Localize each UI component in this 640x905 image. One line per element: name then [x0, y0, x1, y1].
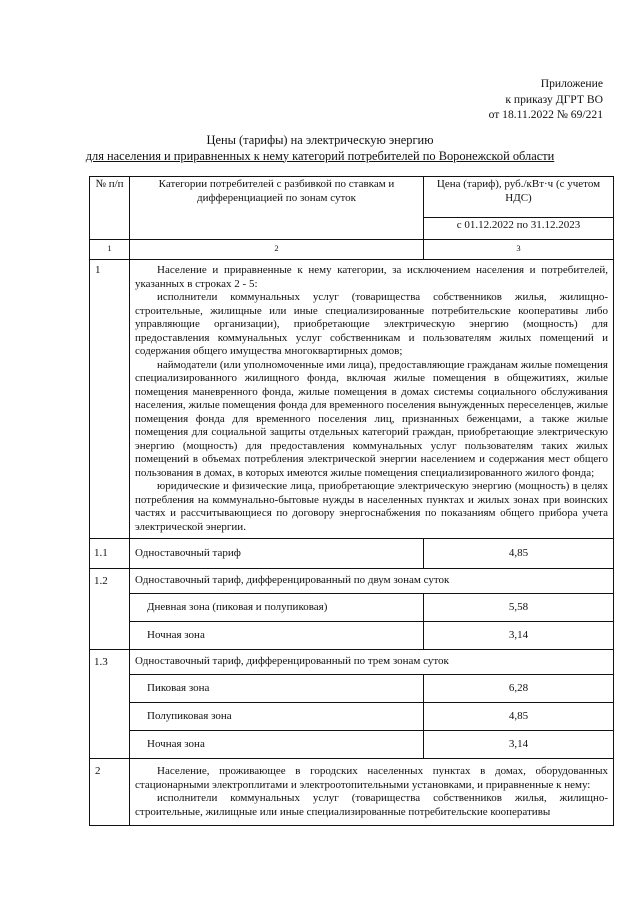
colnum-1: 1 [90, 240, 130, 260]
row2-para-2: исполнители коммунальных услуг (товарищества собственников жилья, жилищно-строительные, жилищные или иные специализированные потребительские кооперативы [135, 792, 608, 818]
row13-night-value: 3,14 [424, 731, 614, 759]
column-number-row [90, 240, 614, 260]
title-line-2: для населения и приравненных к нему категорий потребителей по Воронежской области [85, 148, 555, 163]
row13-peak-label: Пиковая зона [130, 675, 424, 703]
table-row-1-3 [90, 650, 614, 675]
row13-night-label: Ночная зона [130, 731, 424, 759]
row12-label: Одноставочный тариф, дифференцированный по двум зонам суток [130, 569, 614, 594]
header-num: № п/п [90, 177, 130, 240]
row1-text [130, 260, 614, 539]
row13-semi-value: 4,85 [424, 703, 614, 731]
row2-para-1: Население, проживающее в городских населенных пунктах в домах, оборудованных стационарными электроплитами и электроотопительными установками, и приравненные к нему: [135, 765, 608, 791]
row1-para-2: исполнители коммунальных услуг (товарищества собственников жилья, жилищно-строительные, жилищные или иные специализированные потребительские кооперативы либо управляющие организации), приобретающие электрическую энергию (мощность) для предоставления коммунальных услуг собственникам и пользователям жилых помещений и содержания общего имущества многоквартирных домов; [135, 291, 608, 357]
header-category: Категории потребителей с разбивкой по ставкам и дифференциацией по зонам суток [130, 177, 424, 240]
header-price: Цена (тариф), руб./кВт·ч (с учетом НДС) [424, 177, 614, 218]
table-row-1-2-night [90, 622, 614, 650]
table-header-row [90, 177, 614, 218]
table-row-1-3-semi [90, 703, 614, 731]
row12-day-value: 5,58 [424, 594, 614, 622]
row12-night-value: 3,14 [424, 622, 614, 650]
tariff-table [89, 176, 614, 826]
annex-line-1: Приложение [540, 77, 603, 90]
annex-header [489, 76, 603, 123]
table-row-2 [90, 759, 614, 826]
colnum-3: 3 [424, 240, 614, 260]
table-row-1-2 [90, 569, 614, 594]
row1-para-3: наймодатели (или уполномоченные ими лица), предоставляющие гражданам жилые помещения специализированного жилищного фонда, включая жилые помещения в общежитиях, жилые помещения маневренного фонда, жилые помещения в домах системы социального обслуживания населения, жилые помещения фонда для временного поселения вынужденных переселенцев, жилые помещения фонда для временного поселения лиц, признанных беженцами, а также жилые помещения для социальной защиты отдельных категорий граждан, приобретающие электрическую энергию (мощность) для предоставления коммунальных услуг пользователям таких жилых помещений в объемах потребления электрической энергии населением и содержания мест общего пользования в домах, в которых имеются жилые помещения специализированного жилого фонда; [135, 358, 608, 479]
table-row-1-1 [90, 539, 614, 569]
row13-label: Одноставочный тариф, дифференцированный по трем зонам суток [130, 650, 614, 675]
row2-text [130, 759, 614, 826]
row13-peak-value: 6,28 [424, 675, 614, 703]
row11-num: 1.1 [90, 539, 130, 569]
row2-num: 2 [90, 759, 130, 826]
row1-num: 1 [90, 260, 130, 539]
row12-day-label: Дневная зона (пиковая и полупиковая) [130, 594, 424, 622]
row11-label: Одноставочный тариф [130, 539, 424, 569]
row1-para-4: юридические и физические лица, приобретающие электрическую энергию (мощность) в целях потребления на коммунально-бытовые нужды в населенных пунктах и жилых зонах при воинских частях и рассчитывающиеся по договору энергоснабжения по показаниям общего прибора учета электрической энергии. [135, 480, 608, 533]
header-period: с 01.12.2022 по 31.12.2023 [424, 217, 614, 239]
table-row-1-3-night [90, 731, 614, 759]
table-row-1 [90, 260, 614, 539]
table-row-1-2-day [90, 594, 614, 622]
annex-line-3: от 18.11.2022 № 69/221 [488, 108, 603, 121]
row11-value: 4,85 [424, 539, 614, 569]
row13-num: 1.3 [90, 650, 130, 759]
document-title [0, 133, 640, 164]
annex-line-2: к приказу ДГРТ ВО [505, 92, 603, 106]
row12-night-label: Ночная зона [130, 622, 424, 650]
colnum-2: 2 [130, 240, 424, 260]
title-line-1: Цены (тарифы) на электрическую энергию [206, 133, 434, 147]
row12-num: 1.2 [90, 569, 130, 650]
row13-semi-label: Полупиковая зона [130, 703, 424, 731]
row1-para-1: Население и приравненные к нему категории, за исключением населения и потребителей, указанных в строках 2 - 5: [135, 264, 608, 290]
table-row-1-3-peak [90, 675, 614, 703]
